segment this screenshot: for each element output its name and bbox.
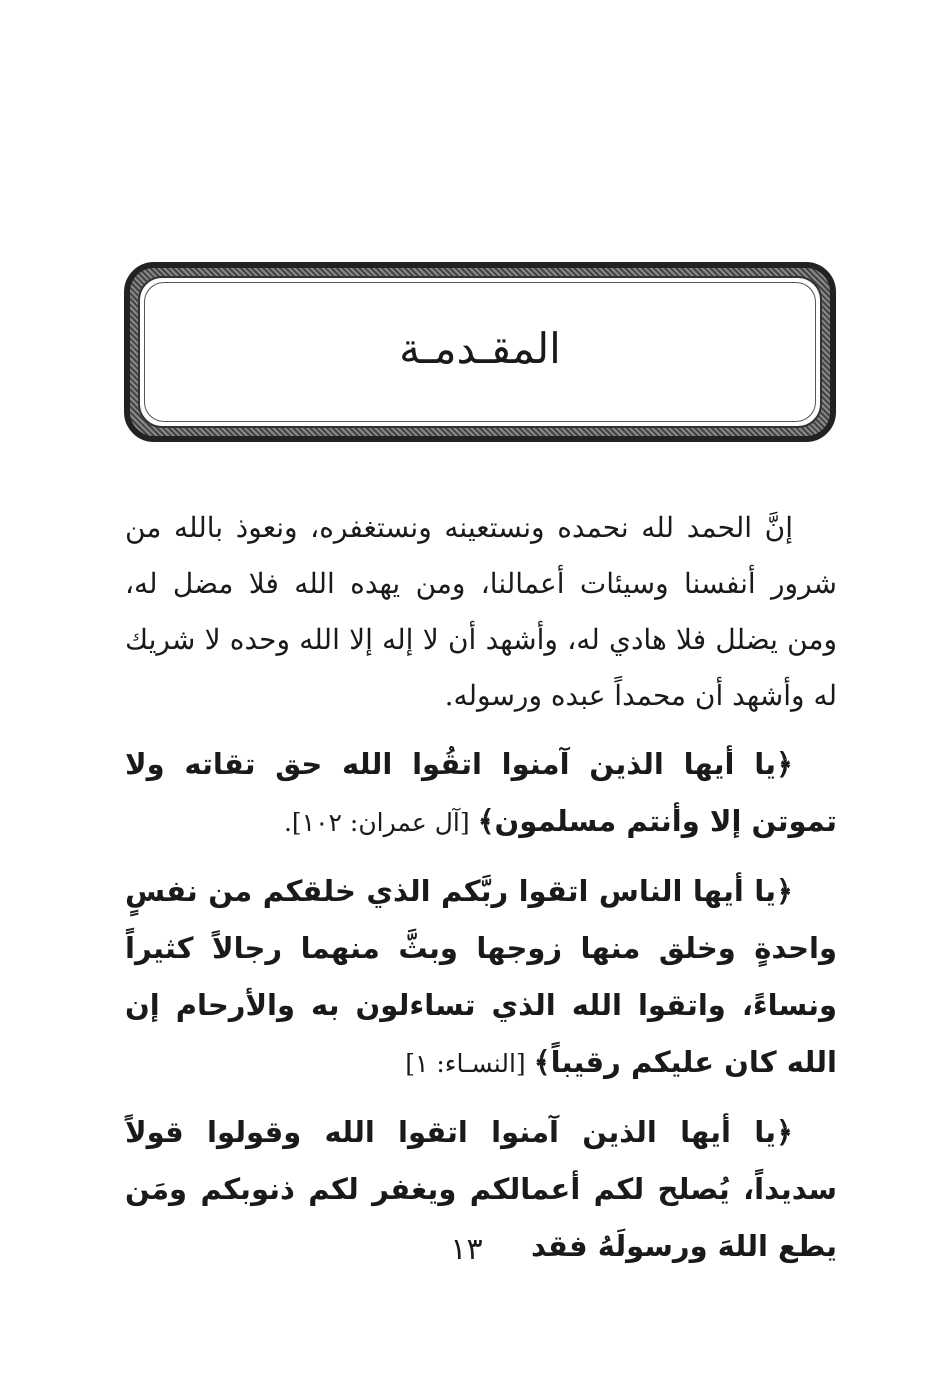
verse-citation-1: [آل عمران: ١٠٢]. (283, 808, 478, 837)
verse-paragraph-2 (125, 863, 837, 1092)
verse-paragraph-1 (125, 736, 837, 851)
title-frame-inner (138, 276, 822, 428)
intro-paragraph: إنَّ الحمد لله نحمده ونستعينه ونستغفره، ونعوذ بالله من شرور أنفسنا وسيئات أعمالنا، ومن يهده الله فلا مضل له، ومن يضلل فلا هادي له، وأشهد أن لا إله إلا الله وحده لا شريك له وأشهد أن محمداً عبده ورسوله. (125, 511, 837, 712)
verse-text-3: ﴿يا أيها الذين آمنوا اتقوا الله وقولوا قولاً سديداً، يُصلح لكم أعمالكم ويغفر لكم ذنوبكم ومَن يطع اللهَ ورسولَهُ فقد (125, 1115, 837, 1263)
verse-text-2: ﴿يا أيها الناس اتقوا ربَّكم الذي خلقكم من نفسٍ واحدةٍ وخلق منها زوجها وبثَّ منهما رجالاً كثيراً ونساءً، واتقوا الله الذي تساءلون به والأرحام إن الله كان عليكم رقيباً﴾ (125, 874, 837, 1079)
page-heading: المقـدمـة (399, 324, 561, 373)
verse-citation-2: [النسـاء: ١] (405, 1049, 534, 1078)
page-body (125, 500, 837, 1287)
page-number: ١٣ (450, 1232, 483, 1267)
verse-text-1: ﴿يا أيها الذين آمنوا اتقُوا الله حق تقاته ولا تموتن إلا وأنتم مسلمون﴾ (125, 747, 837, 838)
title-frame (124, 262, 836, 442)
